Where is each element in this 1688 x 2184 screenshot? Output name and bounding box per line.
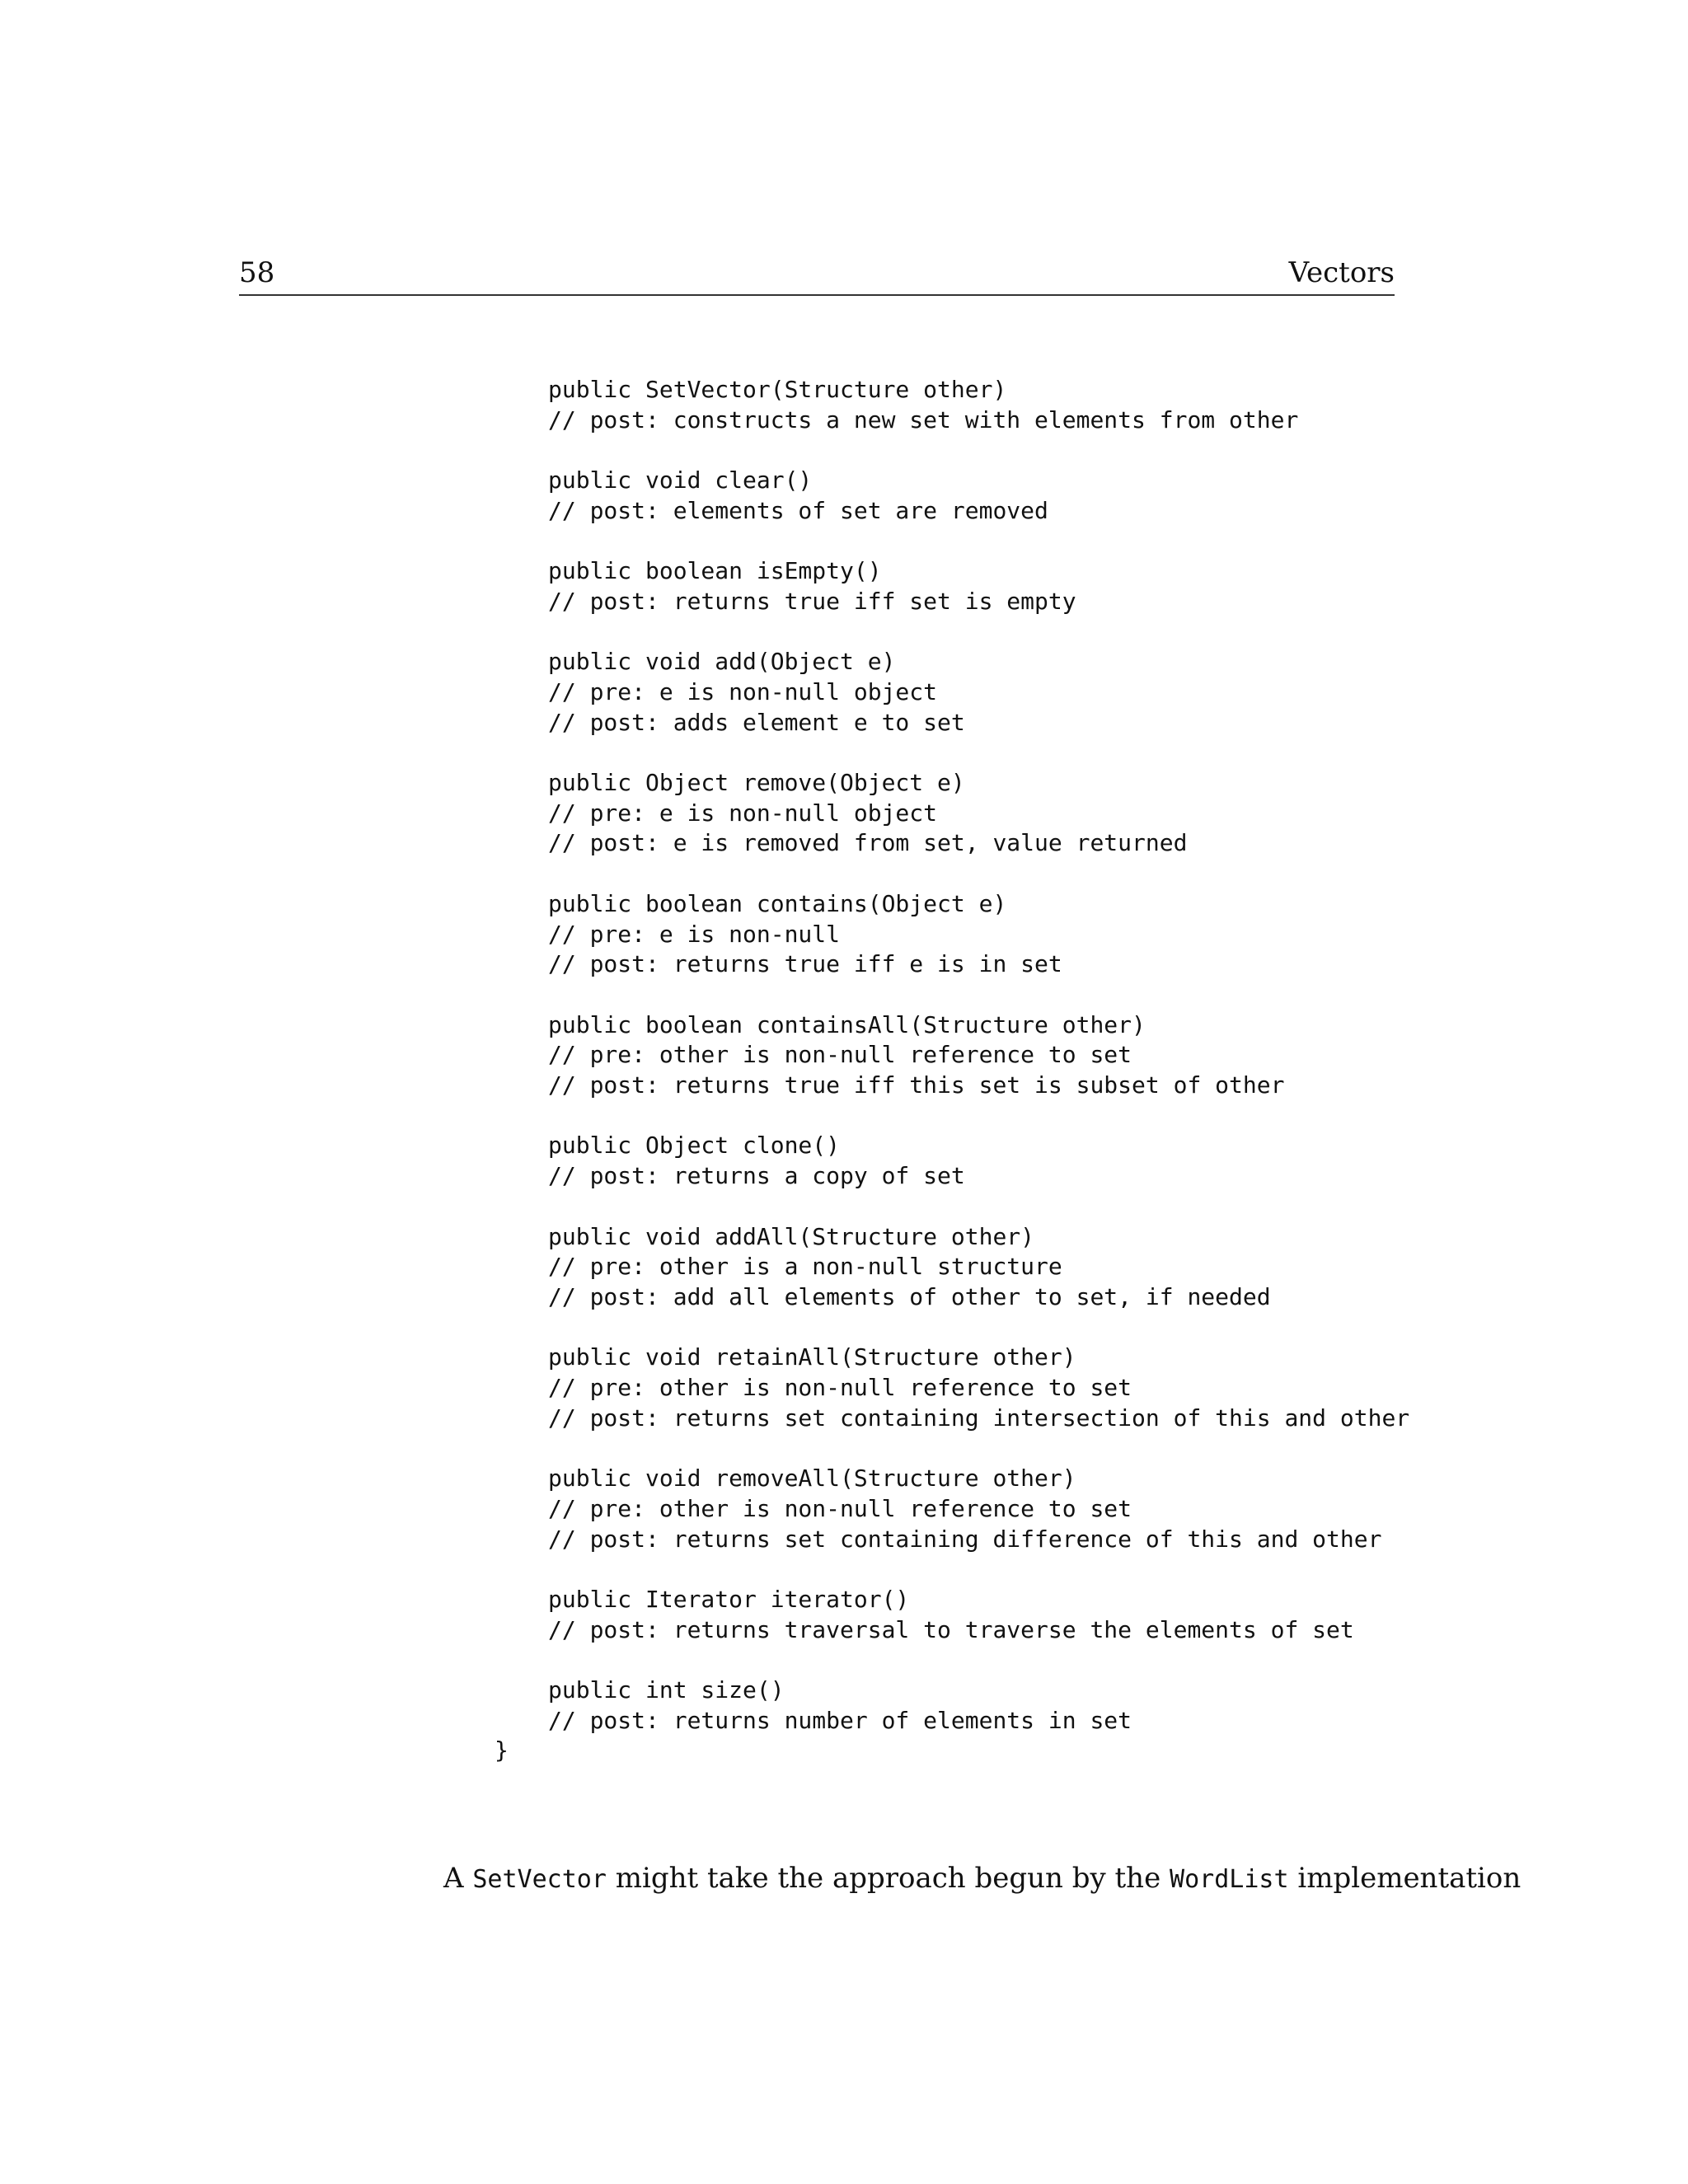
inline-code-setvector: SetVector [472,1865,607,1894]
method-signature-block [548,466,1409,526]
method-signature-line: public Object clone() [548,1132,841,1160]
paragraph-text: implementation [1288,1862,1522,1895]
code-comment-line: // post: e is removed from set, value returned [548,829,1188,857]
method-signature-line: public void add(Object e) [548,648,896,676]
method-signature-block [548,1675,1409,1736]
code-comment-line: // pre: e is non-null [548,920,841,948]
method-signature-line: public Iterator iterator() [548,1585,910,1613]
code-comment-line: // post: returns traversal to traverse the elements of set [548,1615,1354,1643]
method-signature-line: public Object remove(Object e) [548,769,965,797]
code-comment-line: // post: constructs a new set with elements from other [548,405,1299,434]
code-comment-line: // pre: other is non-null reference to set [548,1494,1132,1522]
method-signature-line: public boolean contains(Object e) [548,889,1007,917]
body-paragraph [443,1858,1522,1900]
code-comment-line: // post: returns true iff this set is subset of other [548,1071,1285,1099]
code-comment-line: // pre: e is non-null object [548,799,938,827]
method-signature-line: public void retainAll(Structure other) [548,1343,1076,1371]
method-signature-block [548,1343,1409,1433]
method-signature-block [548,1131,1409,1191]
code-comment-line: // pre: other is non-null reference to set [548,1374,1132,1402]
code-comment-line: // post: returns true iff set is empty [548,587,1076,615]
code-comment-line: // post: elements of set are removed [548,496,1048,524]
closing-brace: } [495,1736,509,1765]
code-comment-line: // post: returns set containing difference of this and other [548,1525,1382,1553]
code-listing [495,375,1409,1766]
code-comment-line: // post: add all elements of other to set, if needed [548,1282,1271,1310]
method-signature-line: public boolean containsAll(Structure other) [548,1010,1146,1038]
running-head [239,251,1395,296]
code-comment-line: // pre: e is non-null object [548,677,938,705]
code-comment-line: // pre: other is a non-null structure [548,1253,1062,1281]
method-signature-block [548,1585,1409,1645]
method-signature-block [548,768,1409,859]
method-signature-line: public void addAll(Structure other) [548,1222,1035,1250]
method-signature-block [548,556,1409,616]
code-comment-line: // pre: other is non-null reference to set [548,1041,1132,1069]
code-comment-line: // post: adds element e to set [548,708,965,736]
method-signature-block [548,889,1409,980]
method-signature-line: public SetVector(Structure other) [548,376,1007,403]
method-signature-line: public int size() [548,1676,785,1704]
code-comment-line: // post: returns number of elements in set [548,1706,1132,1734]
paragraph-text: A [443,1862,473,1895]
method-signature-line: public void clear() [548,466,813,494]
chapter-title: Vectors [1288,256,1395,289]
page-number: 58 [239,256,275,289]
inline-code-wordlist: WordList [1170,1865,1289,1894]
method-signature-line: public void removeAll(Structure other) [548,1465,1076,1493]
method-signature-block [548,375,1409,435]
method-blocks [495,375,1409,1736]
method-signature-block [548,1010,1409,1101]
code-comment-line: // post: returns a copy of set [548,1162,965,1190]
method-signature-block [548,1464,1409,1554]
code-comment-line: // post: returns true iff e is in set [548,950,1062,978]
method-signature-block [548,647,1409,738]
paragraph-text: might take the approach begun by the [606,1862,1170,1895]
method-signature-block [548,1222,1409,1313]
method-signature-line: public boolean isEmpty() [548,557,882,585]
code-comment-line: // post: returns set containing intersection of this and other [548,1404,1410,1432]
